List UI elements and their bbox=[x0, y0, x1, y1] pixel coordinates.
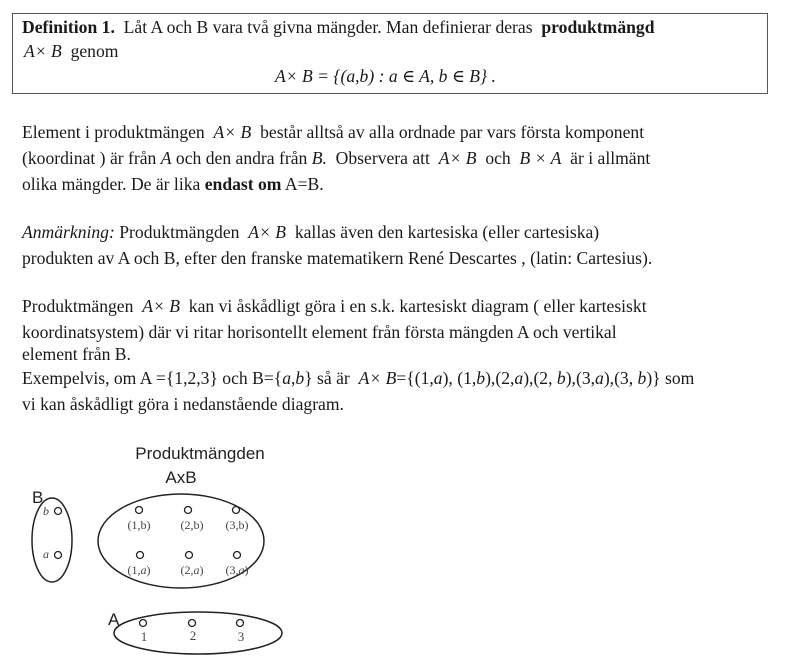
emphasis: endast om bbox=[204, 174, 282, 194]
math-axb: A× B bbox=[213, 122, 252, 142]
set-a-element: 3 bbox=[237, 629, 245, 644]
math-axb: A× B bbox=[142, 296, 180, 316]
text: och den andra från bbox=[175, 148, 308, 168]
text: Produktmängen bbox=[22, 296, 134, 316]
diagram-title-line1: Produktmängden bbox=[135, 444, 265, 463]
diagram-title-line2: AxB bbox=[165, 468, 197, 487]
definition-term: produktmängd bbox=[541, 17, 655, 37]
pair-label: (1,b) bbox=[127, 518, 151, 532]
math-axb: A× B bbox=[438, 148, 477, 168]
text: ),(3, bbox=[565, 368, 596, 388]
text: Produktmängden bbox=[119, 222, 240, 242]
point-marker bbox=[55, 552, 62, 559]
math-a: a bbox=[433, 368, 443, 388]
text: består alltså av alla ordnade par vars första komponent bbox=[260, 122, 645, 142]
set-a-label: A bbox=[108, 610, 120, 629]
pair-label: (2,a) bbox=[180, 563, 204, 577]
math-b: B. bbox=[311, 148, 327, 168]
text: Exempelvis, om A ={1,2,3} och B={ bbox=[22, 368, 283, 388]
text: ),(2, bbox=[485, 368, 515, 388]
definition-genom: genom bbox=[70, 41, 119, 61]
text: är i allmänt bbox=[570, 148, 651, 168]
math-axb: A× B bbox=[358, 368, 397, 388]
text: kan vi åskådligt göra i en s.k. kartesiskt diagram ( eller kartesiskt bbox=[188, 296, 647, 316]
paragraph3-line3: element från B. bbox=[22, 344, 131, 364]
text: kallas även den kartesiska (eller cartesiska) bbox=[294, 222, 600, 242]
math-b: b bbox=[295, 368, 305, 388]
math-axb: A× B bbox=[248, 222, 287, 242]
text: (koordinat ) är från bbox=[22, 148, 157, 168]
definition-text: Låt A och B vara två givna mängder. Man definierar deras bbox=[123, 17, 533, 37]
set-b-ellipse bbox=[32, 498, 72, 582]
point-marker bbox=[237, 620, 244, 627]
point-marker bbox=[137, 552, 144, 559]
set-a-ellipse bbox=[114, 612, 282, 654]
pair-label: (3,b) bbox=[225, 518, 249, 532]
paragraph3-line2: koordinatsystem) där vi ritar horisontellt element från första mängden A och vertikal bbox=[22, 322, 617, 342]
set-b-label: B bbox=[32, 488, 44, 507]
text: och bbox=[485, 148, 511, 168]
text: ), (1, bbox=[442, 368, 477, 388]
pair-label: (2,b) bbox=[180, 518, 204, 532]
text: A=B. bbox=[284, 174, 324, 194]
math-b: b bbox=[637, 368, 647, 388]
math-a: a bbox=[595, 368, 604, 388]
text: ={(1, bbox=[396, 368, 434, 388]
point-marker bbox=[233, 507, 240, 514]
math-bxa: B × A bbox=[519, 148, 562, 168]
math-a: A bbox=[160, 148, 172, 168]
point-marker bbox=[136, 507, 143, 514]
set-a-element: 1 bbox=[140, 629, 148, 644]
math-b: b bbox=[556, 368, 566, 388]
text: , bbox=[291, 368, 296, 388]
set-b-element: a bbox=[43, 547, 49, 561]
set-a-element: 2 bbox=[189, 628, 197, 643]
point-marker bbox=[234, 552, 241, 559]
definition-label: Definition 1. bbox=[22, 17, 115, 37]
math-a: a bbox=[514, 368, 524, 388]
text: olika mängder. De är lika bbox=[22, 174, 201, 194]
math-a: a bbox=[282, 368, 291, 388]
math-axb: A× B bbox=[24, 41, 62, 61]
definition-formula: A× B = {(a,b) : a ∈ A, b ∈ B} . bbox=[275, 66, 496, 86]
pair-label: (1,a) bbox=[127, 563, 151, 577]
math-b: b bbox=[476, 368, 486, 388]
pair-label: (3,a) bbox=[225, 563, 249, 577]
text: Observera att bbox=[335, 148, 430, 168]
text: ),(3, bbox=[603, 368, 638, 388]
set-b-element: b bbox=[43, 504, 49, 518]
point-marker bbox=[55, 508, 62, 515]
point-marker bbox=[189, 620, 196, 627]
paragraph3-line5: vi kan åskådligt göra i nedanstående diagram. bbox=[22, 394, 344, 414]
remark-label: Anmärkning: bbox=[22, 222, 115, 242]
text: Element i produktmängen bbox=[22, 122, 205, 142]
paragraph2-line2: produkten av A och B, efter den franske matematikern René Descartes , (latin: Cartesius). bbox=[22, 248, 653, 268]
point-marker bbox=[185, 507, 192, 514]
point-marker bbox=[140, 620, 147, 627]
text: )} som bbox=[646, 368, 695, 388]
text: } så är bbox=[304, 368, 350, 388]
text: ),(2, bbox=[523, 368, 557, 388]
point-marker bbox=[186, 552, 193, 559]
